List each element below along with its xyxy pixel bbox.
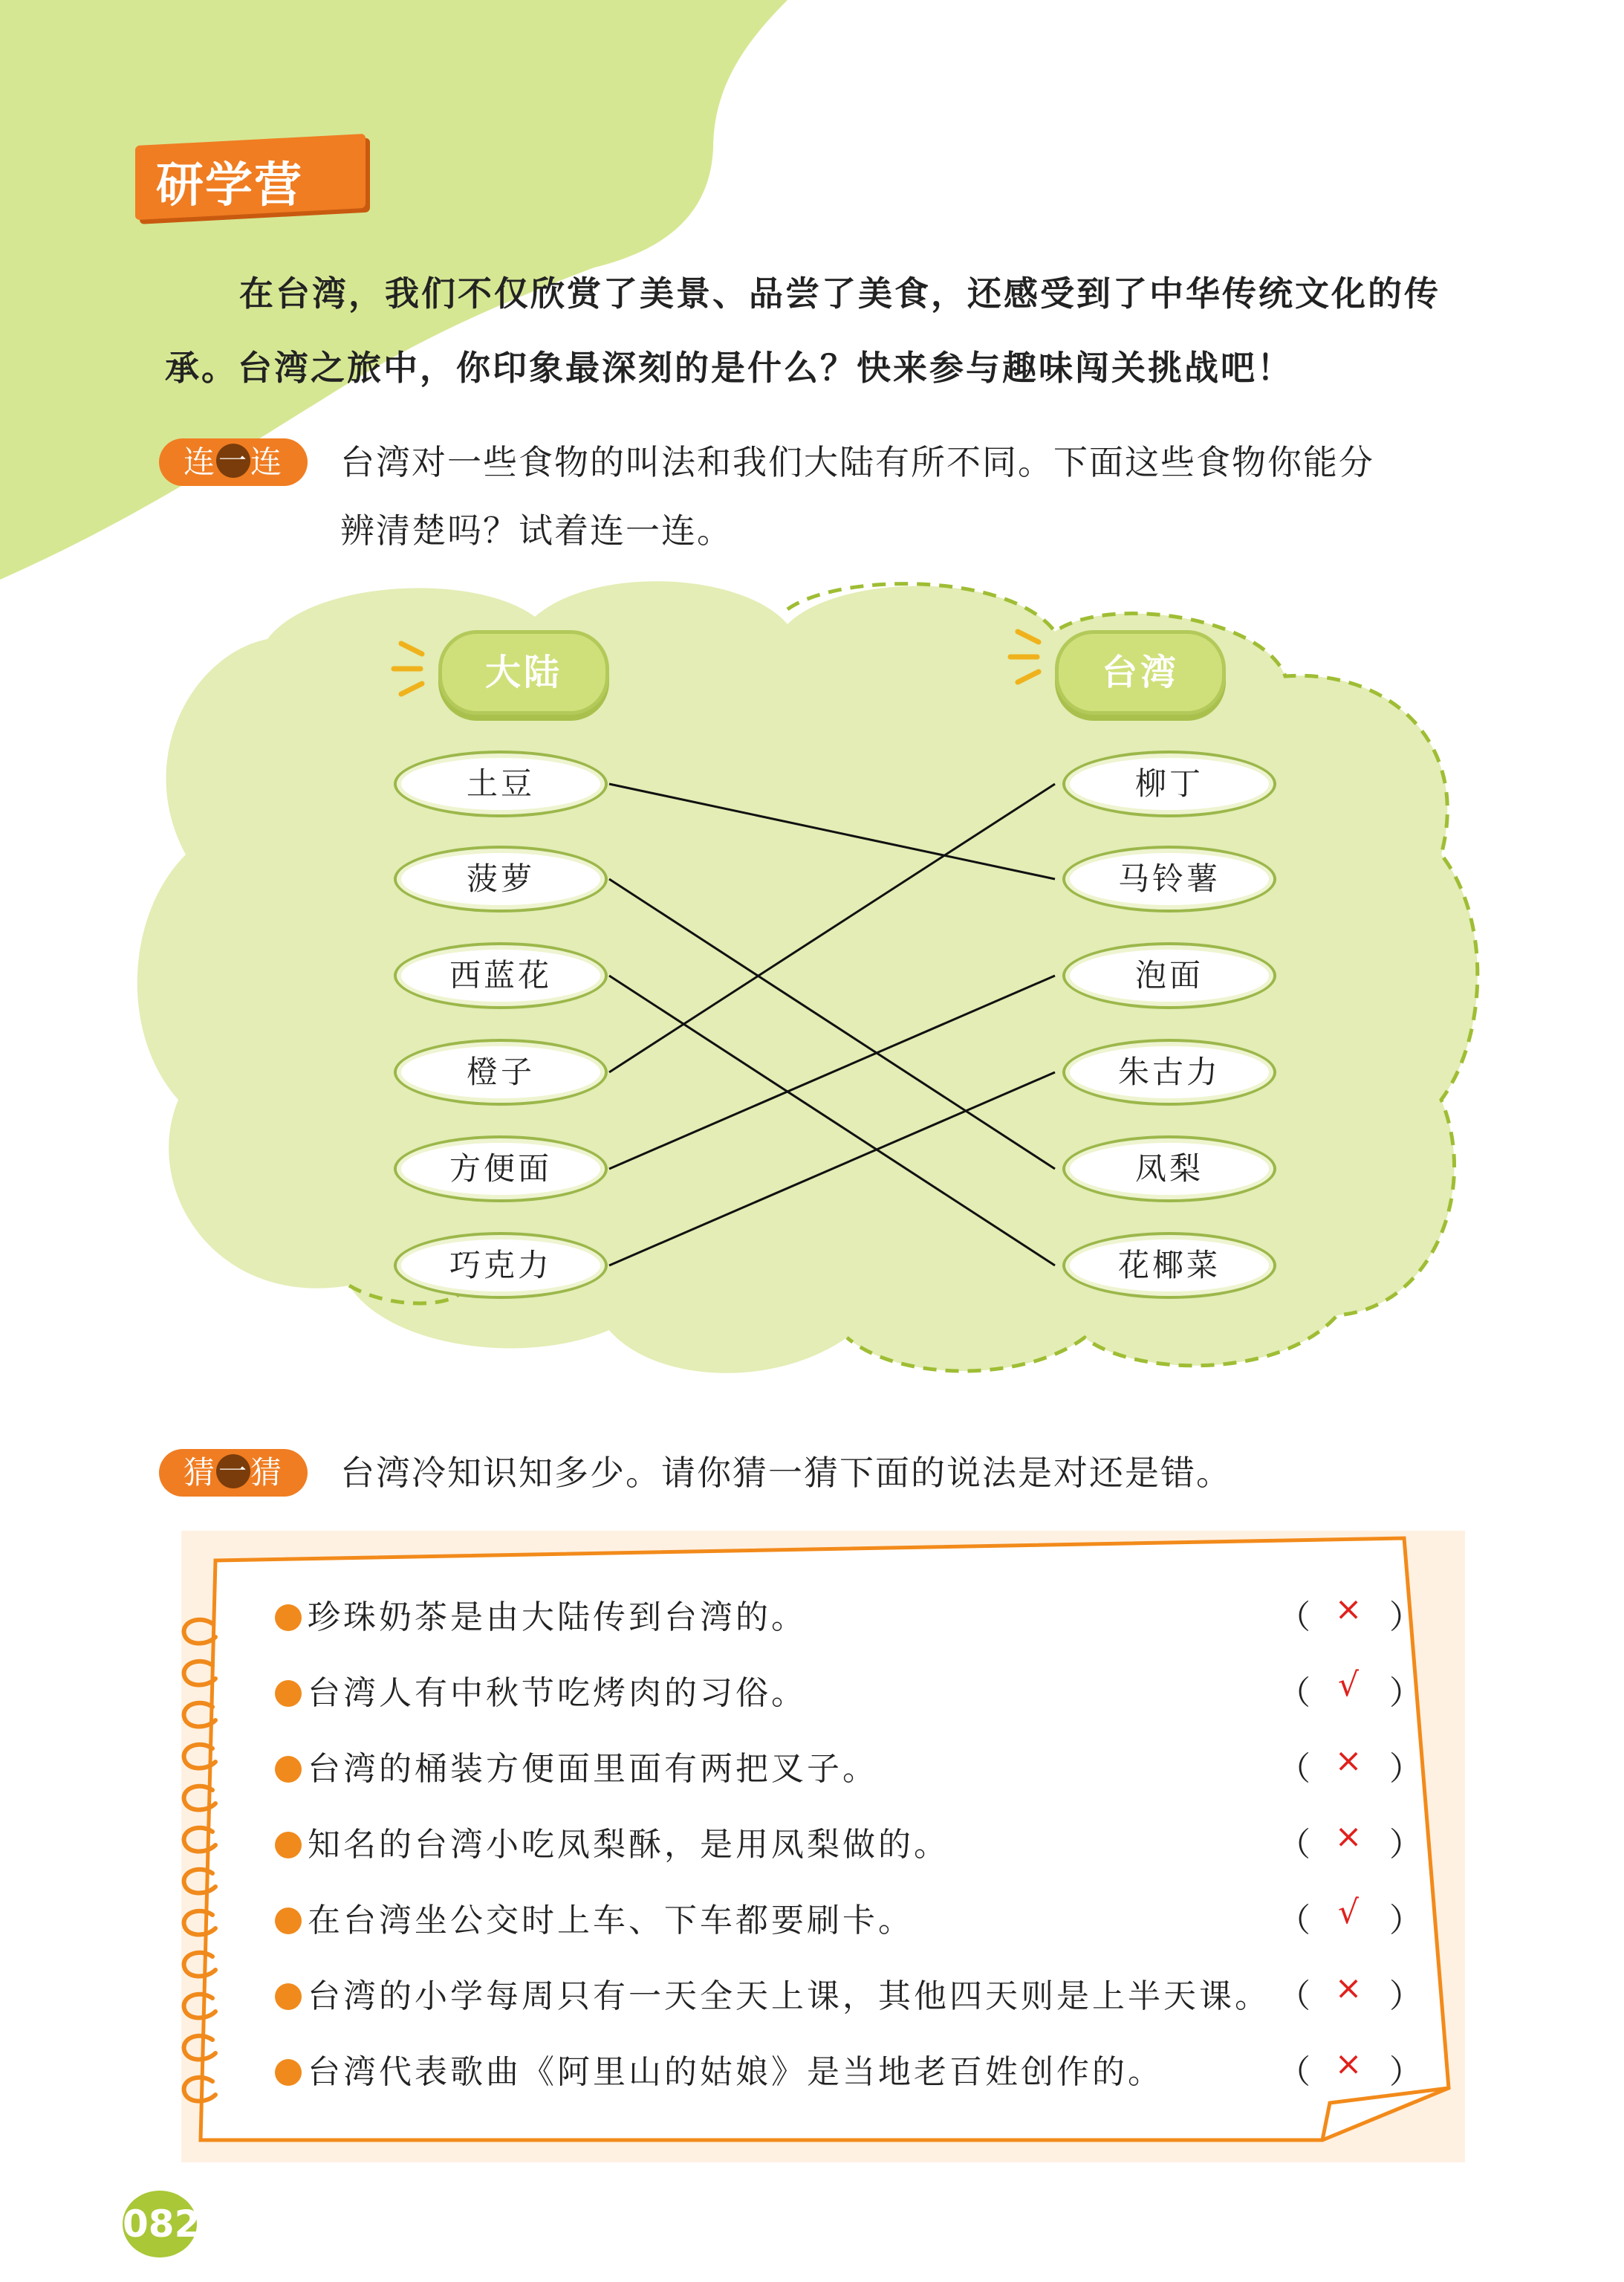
quiz-statement: 台湾的桶装方便面里面有两把叉子。: [308, 1750, 878, 1788]
quiz-statement: 知名的台湾小吃凤梨酥，是用凤梨做的。: [308, 1826, 949, 1864]
quiz-statement: 台湾的小学每周只有一天全天上课，其他四天则是上半天课。: [308, 1977, 1270, 2015]
mainland-food-item[interactable]: 巧克力: [394, 1232, 608, 1299]
task1-line2: 辨清楚吗？试着连一连。: [340, 510, 733, 551]
paren-open: （: [1278, 1674, 1310, 1712]
quiz-statement: 台湾人有中秋节吃烤肉的习俗。: [308, 1674, 807, 1712]
taiwan-food-item[interactable]: 花椰菜: [1062, 1232, 1276, 1299]
taiwan-food-item[interactable]: 泡面: [1062, 942, 1276, 1009]
taiwan-food-item[interactable]: 马铃薯: [1062, 846, 1276, 913]
bullet-dot: [275, 2059, 302, 2086]
ring-icon: [177, 1949, 221, 1983]
ring-icon: [177, 2032, 221, 2067]
paren-open: （: [1278, 1826, 1310, 1864]
quiz-item: [275, 1969, 1270, 2017]
paren-close: ）: [1389, 1598, 1422, 1636]
paren-open: （: [1278, 1598, 1310, 1636]
intro-paragraph: 在台湾，我们不仅欣赏了美景、品尝了美食，还感受到了中华传统文化的传承。台湾之旅中，你印象最深刻的是什么？快来参与趣味闯关挑战吧！: [165, 273, 1441, 388]
quiz-statement: 珍珠奶茶是由大陆传到台湾的。: [308, 1598, 807, 1636]
ring-icon: [177, 1783, 221, 1817]
paren-close: ）: [1389, 1826, 1422, 1864]
paren-close: ）: [1389, 1977, 1422, 2015]
quiz-item: [275, 1742, 878, 1789]
ring-icon: [177, 1866, 221, 1900]
mainland-food-item[interactable]: 方便面: [394, 1135, 608, 1202]
taiwan-food-item[interactable]: 凤梨: [1062, 1135, 1276, 1202]
header-mainland: 大陆: [438, 630, 609, 715]
answer-mark: ×: [1334, 1742, 1362, 1780]
mainland-food-item[interactable]: 菠萝: [394, 846, 608, 913]
ring-icon: [177, 1991, 221, 2025]
task1-line1: 台湾对一些食物的叫法和我们大陆有所不同。下面这些食物你能分: [340, 442, 1374, 482]
ring-icon: [177, 1658, 221, 1692]
bullet-dot: [275, 1832, 302, 1858]
paren-close: ）: [1389, 1750, 1422, 1788]
paren-close: ）: [1389, 1902, 1422, 1939]
paren-open: （: [1278, 1902, 1310, 1939]
answer-mark: √: [1337, 1666, 1360, 1704]
quiz-item: [275, 1590, 807, 1638]
quiz-statement: 台湾代表歌曲《阿里山的姑娘》是当地老百姓创作的。: [308, 2053, 1163, 2091]
paren-open: （: [1278, 1977, 1310, 2015]
bullet-dot: [275, 1756, 302, 1783]
paren-open: （: [1278, 2053, 1310, 2091]
quiz-item: [275, 1666, 807, 1714]
answer-mark: ×: [1334, 1818, 1362, 1855]
bullet-dot: [275, 1604, 302, 1631]
ring-icon: [177, 1741, 221, 1775]
paren-open: （: [1278, 1750, 1310, 1788]
taiwan-food-item[interactable]: 柳丁: [1062, 751, 1276, 817]
answer-mark: ×: [1334, 1590, 1362, 1628]
answer-mark: √: [1337, 1893, 1360, 1931]
page-number: 082: [123, 2191, 197, 2257]
ring-icon: [177, 2074, 221, 2108]
quiz-item: [275, 2045, 1163, 2093]
mainland-food-item[interactable]: 西蓝花: [394, 942, 608, 1009]
mainland-food-item[interactable]: 土豆: [394, 751, 608, 817]
answer-mark: ×: [1334, 2045, 1362, 2083]
ring-icon: [177, 1907, 221, 1942]
ring-icon: [177, 1699, 221, 1734]
task2-text: 台湾冷知识知多少。请你猜一猜下面的说法是对还是错。: [340, 1453, 1232, 1493]
header-taiwan: 台湾: [1055, 630, 1226, 715]
task-tag-guess: 猜一猜: [159, 1449, 308, 1497]
bullet-dot: [275, 1680, 302, 1707]
ring-icon: [177, 1824, 221, 1858]
paren-close: ）: [1389, 2053, 1422, 2091]
mainland-food-item[interactable]: 橙子: [394, 1039, 608, 1106]
quiz-statement: 在台湾坐公交时上车、下车都要刷卡。: [308, 1902, 914, 1939]
taiwan-food-item[interactable]: 朱古力: [1062, 1039, 1276, 1106]
task-tag-connect: 连一连: [159, 438, 308, 486]
bullet-dot: [275, 1907, 302, 1934]
bullet-dot: [275, 1983, 302, 2010]
quiz-item: [275, 1818, 949, 1865]
answer-mark: ×: [1334, 1969, 1362, 2007]
paren-close: ）: [1389, 1674, 1422, 1712]
ring-icon: [177, 1616, 221, 1650]
quiz-item: [275, 1893, 914, 1941]
section-badge: 研学营: [156, 158, 303, 213]
